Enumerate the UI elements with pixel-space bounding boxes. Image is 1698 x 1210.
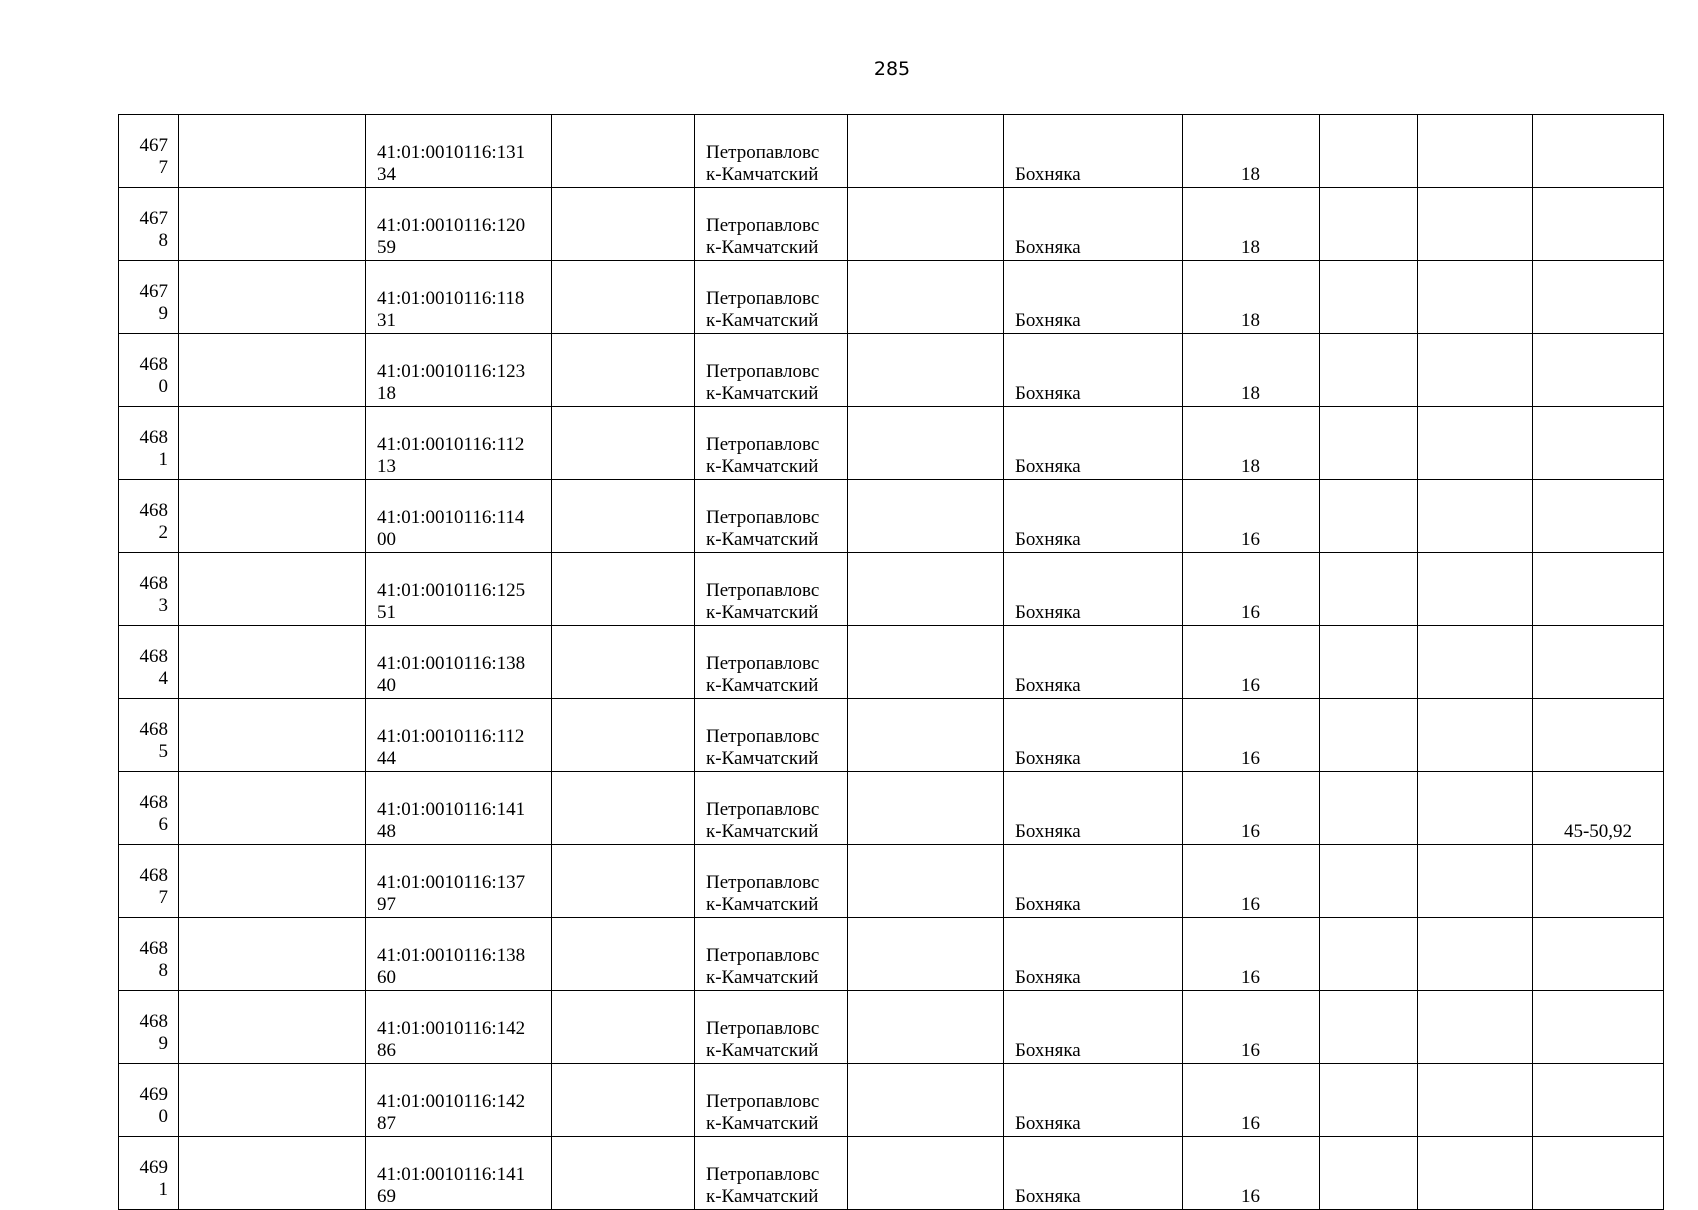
row-number-part2: 9 [158,1033,168,1054]
cadastral-number-cell [366,991,552,1064]
street-cell: Бохняка [1004,1137,1183,1210]
table-row [119,845,1664,918]
city-part2: к-Камчатский [706,164,819,185]
cadastral-number-part2: 87 [377,1113,396,1134]
extra-value-cell [1533,1064,1664,1137]
cadastral-number-cell [366,918,552,991]
table-row [119,334,1664,407]
city-cell [695,407,848,480]
table-row [119,772,1664,845]
empty-cell [552,772,695,845]
row-number-cell [119,115,179,188]
table-row [119,407,1664,480]
cadastral-number-cell [366,772,552,845]
empty-cell [848,991,1004,1064]
city-part1: Петропавловс [706,215,820,236]
row-number-part1: 468 [139,573,168,594]
row-number-part2: 4 [158,668,168,689]
empty-cell [552,188,695,261]
city-cell [695,845,848,918]
empty-cell [1320,772,1418,845]
empty-cell [848,188,1004,261]
row-number-part2: 9 [158,303,168,324]
table-row [119,918,1664,991]
empty-cell [1418,334,1533,407]
empty-cell [1418,1064,1533,1137]
empty-cell [552,918,695,991]
row-number-cell [119,1137,179,1210]
row-number-cell [119,699,179,772]
row-number-part2: 2 [158,522,168,543]
empty-cell [1320,626,1418,699]
empty-cell [848,553,1004,626]
empty-cell [1320,480,1418,553]
empty-cell [1320,115,1418,188]
empty-cell [179,918,366,991]
empty-cell [848,699,1004,772]
cadastral-number-part2: 31 [377,310,396,331]
city-part2: к-Камчатский [706,237,819,258]
street-cell: Бохняка [1004,188,1183,261]
street-cell: Бохняка [1004,480,1183,553]
extra-value-cell [1533,1137,1664,1210]
city-part2: к-Камчатский [706,675,819,696]
city-cell [695,1137,848,1210]
city-part1: Петропавловс [706,1091,820,1112]
cadastral-number-cell [366,553,552,626]
cadastral-number-part2: 48 [377,821,396,842]
city-part1: Петропавловс [706,434,820,455]
city-cell [695,115,848,188]
cadastral-number-part1: 41:01:0010116:142 [377,1091,526,1112]
cadastral-number-part1: 41:01:0010116:112 [377,434,525,455]
empty-cell [1418,188,1533,261]
house-number-cell: 16 [1183,918,1320,991]
cadastral-number-part2: 60 [377,967,396,988]
city-part2: к-Камчатский [706,894,819,915]
row-number-part1: 468 [139,719,168,740]
cadastral-number-part1: 41:01:0010116:120 [377,215,526,236]
empty-cell [1418,699,1533,772]
cadastral-number-part2: 44 [377,748,396,769]
empty-cell [1320,553,1418,626]
row-number-cell [119,553,179,626]
house-number-cell: 16 [1183,991,1320,1064]
house-number-cell: 18 [1183,188,1320,261]
empty-cell [848,334,1004,407]
row-number-cell [119,772,179,845]
cadastral-number-part2: 18 [377,383,396,404]
city-part1: Петропавловс [706,507,820,528]
cadastral-number-part2: 97 [377,894,396,915]
empty-cell [552,553,695,626]
cadastral-number-cell [366,261,552,334]
row-number-part2: 8 [158,960,168,981]
cadastral-number-part2: 69 [377,1186,396,1207]
registry-table [118,114,1664,1210]
city-cell [695,480,848,553]
street-cell: Бохняка [1004,115,1183,188]
extra-value-cell [1533,261,1664,334]
cadastral-number-part1: 41:01:0010116:138 [377,653,526,674]
empty-cell [1418,480,1533,553]
empty-cell [1320,1064,1418,1137]
city-part1: Петропавловс [706,653,820,674]
house-number-cell: 16 [1183,845,1320,918]
row-number-part2: 8 [158,230,168,251]
row-number-part2: 7 [158,887,168,908]
cadastral-number-part2: 13 [377,456,396,477]
house-number-cell: 16 [1183,1064,1320,1137]
city-cell [695,1064,848,1137]
street-cell: Бохняка [1004,407,1183,480]
table-row [119,1064,1664,1137]
city-cell [695,188,848,261]
empty-cell [1320,334,1418,407]
street-cell: Бохняка [1004,918,1183,991]
street-cell: Бохняка [1004,626,1183,699]
empty-cell [848,845,1004,918]
table-row [119,480,1664,553]
cadastral-number-part1: 41:01:0010116:141 [377,1164,526,1185]
row-number-part1: 468 [139,354,168,375]
empty-cell [179,699,366,772]
empty-cell [1418,626,1533,699]
empty-cell [179,845,366,918]
house-number-cell: 16 [1183,480,1320,553]
city-part2: к-Камчатский [706,602,819,623]
row-number-part1: 467 [139,135,168,156]
extra-value-cell [1533,553,1664,626]
city-part2: к-Камчатский [706,383,819,404]
cadastral-number-cell [366,1064,552,1137]
cadastral-number-part1: 41:01:0010116:138 [377,945,526,966]
empty-cell [1418,261,1533,334]
city-part2: к-Камчатский [706,529,819,550]
cadastral-number-part2: 00 [377,529,396,550]
street-cell: Бохняка [1004,1064,1183,1137]
row-number-part1: 468 [139,1011,168,1032]
cadastral-number-cell [366,407,552,480]
empty-cell [1320,918,1418,991]
empty-cell [552,845,695,918]
row-number-part1: 468 [139,646,168,667]
table-row [119,188,1664,261]
cadastral-number-part1: 41:01:0010116:141 [377,799,526,820]
street-cell: Бохняка [1004,845,1183,918]
table-row [119,991,1664,1064]
empty-cell [1418,407,1533,480]
row-number-part2: 5 [158,741,168,762]
empty-cell [1320,188,1418,261]
empty-cell [179,991,366,1064]
page-number: 285 [873,58,911,80]
cadastral-number-part1: 41:01:0010116:142 [377,1018,526,1039]
empty-cell [1320,991,1418,1064]
extra-value-cell [1533,626,1664,699]
row-number-part1: 468 [139,500,168,521]
empty-cell [179,553,366,626]
city-part1: Петропавловс [706,288,820,309]
house-number-cell: 18 [1183,115,1320,188]
empty-cell [1320,845,1418,918]
city-cell [695,918,848,991]
city-cell [695,699,848,772]
empty-cell [848,918,1004,991]
row-number-part1: 468 [139,792,168,813]
house-number-cell: 16 [1183,553,1320,626]
row-number-part1: 468 [139,865,168,886]
row-number-cell [119,188,179,261]
extra-value-cell [1533,480,1664,553]
empty-cell [179,334,366,407]
city-cell [695,626,848,699]
empty-cell [1320,699,1418,772]
cadastral-number-part1: 41:01:0010116:125 [377,580,526,601]
cadastral-number-cell [366,480,552,553]
row-number-part1: 467 [139,281,168,302]
city-cell [695,772,848,845]
extra-value-cell: 45-50,92 [1533,772,1664,845]
street-cell: Бохняка [1004,991,1183,1064]
extra-value-cell [1533,334,1664,407]
empty-cell [552,626,695,699]
extra-value-cell [1533,991,1664,1064]
cadastral-number-cell [366,334,552,407]
city-part2: к-Камчатский [706,1040,819,1061]
city-part1: Петропавловс [706,945,820,966]
empty-cell [848,480,1004,553]
empty-cell [179,772,366,845]
cadastral-number-part2: 51 [377,602,396,623]
empty-cell [552,1064,695,1137]
cadastral-number-part1: 41:01:0010116:131 [377,142,526,163]
empty-cell [179,188,366,261]
cadastral-number-part1: 41:01:0010116:123 [377,361,526,382]
empty-cell [1320,261,1418,334]
cadastral-number-cell [366,626,552,699]
empty-cell [552,334,695,407]
empty-cell [848,261,1004,334]
row-number-part2: 0 [158,376,168,397]
extra-value-cell [1533,845,1664,918]
city-part1: Петропавловс [706,1018,820,1039]
cadastral-number-cell [366,845,552,918]
table-row [119,261,1664,334]
cadastral-number-part2: 59 [377,237,396,258]
row-number-part2: 6 [158,814,168,835]
table-row [119,1137,1664,1210]
row-number-part2: 7 [158,157,168,178]
city-part2: к-Камчатский [706,748,819,769]
house-number-cell: 18 [1183,407,1320,480]
row-number-cell [119,334,179,407]
row-number-part2: 3 [158,595,168,616]
extra-value-cell [1533,918,1664,991]
row-number-cell [119,1064,179,1137]
city-cell [695,334,848,407]
empty-cell [1418,115,1533,188]
city-part1: Петропавловс [706,142,820,163]
empty-cell [552,115,695,188]
row-number-cell [119,261,179,334]
city-part2: к-Камчатский [706,1113,819,1134]
row-number-cell [119,845,179,918]
city-part1: Петропавловс [706,726,820,747]
city-part2: к-Камчатский [706,1186,819,1207]
empty-cell [179,1064,366,1137]
city-part1: Петропавловс [706,361,820,382]
row-number-cell [119,918,179,991]
empty-cell [1418,991,1533,1064]
cadastral-number-part2: 86 [377,1040,396,1061]
cadastral-number-cell [366,1137,552,1210]
empty-cell [179,480,366,553]
city-part1: Петропавловс [706,580,820,601]
empty-cell [552,407,695,480]
empty-cell [848,115,1004,188]
city-part2: к-Камчатский [706,456,819,477]
house-number-cell: 16 [1183,699,1320,772]
row-number-part2: 0 [158,1106,168,1127]
city-part2: к-Камчатский [706,967,819,988]
house-number-cell: 18 [1183,334,1320,407]
row-number-cell [119,626,179,699]
house-number-cell: 16 [1183,772,1320,845]
city-part2: к-Камчатский [706,821,819,842]
city-part1: Петропавловс [706,799,820,820]
empty-cell [179,1137,366,1210]
row-number-part2: 1 [158,1179,168,1200]
table-body [119,115,1664,1210]
table-row [119,115,1664,188]
empty-cell [1418,845,1533,918]
empty-cell [552,261,695,334]
cadastral-number-part1: 41:01:0010116:137 [377,872,526,893]
street-cell: Бохняка [1004,261,1183,334]
empty-cell [848,772,1004,845]
city-cell [695,991,848,1064]
row-number-cell [119,407,179,480]
cadastral-number-part1: 41:01:0010116:118 [377,288,525,309]
empty-cell [1418,1137,1533,1210]
empty-cell [552,480,695,553]
cadastral-number-part1: 41:01:0010116:114 [377,507,525,528]
empty-cell [179,261,366,334]
cadastral-number-part2: 34 [377,164,396,185]
table-row [119,553,1664,626]
extra-value-cell [1533,699,1664,772]
house-number-cell: 16 [1183,1137,1320,1210]
city-part1: Петропавловс [706,1164,820,1185]
row-number-part1: 468 [139,427,168,448]
cadastral-number-cell [366,115,552,188]
house-number-cell: 16 [1183,626,1320,699]
empty-cell [179,115,366,188]
row-number-part2: 1 [158,449,168,470]
empty-cell [1418,772,1533,845]
street-cell: Бохняка [1004,772,1183,845]
empty-cell [848,407,1004,480]
cadastral-number-part1: 41:01:0010116:112 [377,726,525,747]
empty-cell [552,1137,695,1210]
city-cell [695,553,848,626]
empty-cell [1320,1137,1418,1210]
row-number-cell [119,991,179,1064]
empty-cell [179,626,366,699]
table-row [119,626,1664,699]
row-number-part1: 469 [139,1157,168,1178]
row-number-part1: 469 [139,1084,168,1105]
extra-value-cell [1533,188,1664,261]
house-number-cell: 18 [1183,261,1320,334]
empty-cell [1418,918,1533,991]
street-cell: Бохняка [1004,553,1183,626]
extra-value-cell [1533,115,1664,188]
row-number-part1: 467 [139,208,168,229]
cadastral-number-cell [366,699,552,772]
street-cell: Бохняка [1004,699,1183,772]
extra-value-cell [1533,407,1664,480]
empty-cell [848,1137,1004,1210]
empty-cell [1320,407,1418,480]
cadastral-number-part2: 40 [377,675,396,696]
city-part2: к-Камчатский [706,310,819,331]
cadastral-number-cell [366,188,552,261]
city-part1: Петропавловс [706,872,820,893]
city-cell [695,261,848,334]
street-cell: Бохняка [1004,334,1183,407]
empty-cell [848,626,1004,699]
empty-cell [1418,553,1533,626]
row-number-part1: 468 [139,938,168,959]
empty-cell [179,407,366,480]
empty-cell [552,699,695,772]
empty-cell [552,991,695,1064]
row-number-cell [119,480,179,553]
empty-cell [848,1064,1004,1137]
table-row [119,699,1664,772]
